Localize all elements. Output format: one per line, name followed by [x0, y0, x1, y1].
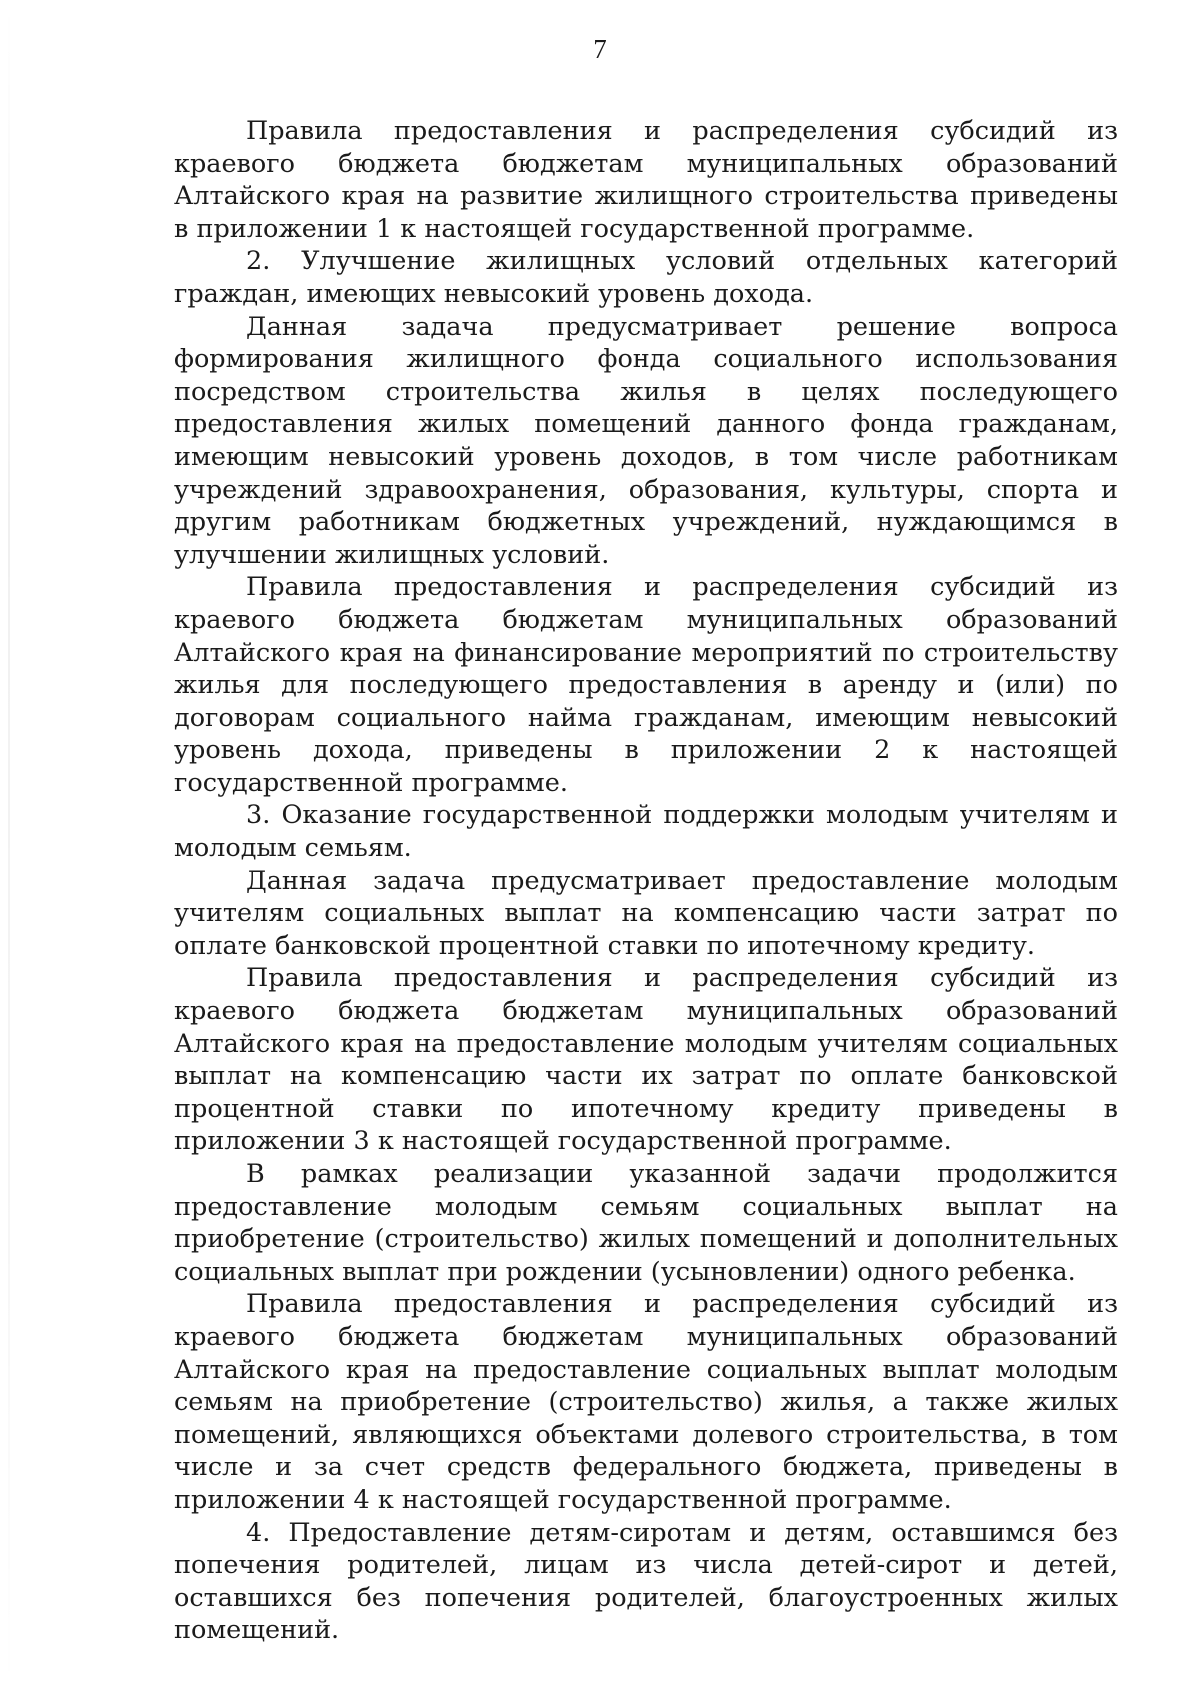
paragraph-young-families-payments: В рамках реализации указанной задачи продолжится предоставление молодым семьям социальных выплат на приобретение (строительство) жилых помещений и дополнительных социальных выплат при рождении (усыновлении) одного ребенка. [174, 1159, 1118, 1287]
paragraph-task-2-description: Данная задача предусматривает решение вопроса формирования жилищного фонда социального использования посредством строительства жилья в целях последующего предоставления жилых помещений данного фонда гражданам, имеющим невысокий уровень доходов, в том числе работникам учреждений здравоохранения, образования, культуры, спорта и другим работникам бюджетных учреждений, нуждающимся в улучшении жилищных условий. [174, 311, 1118, 570]
paragraph-social-housing-subsidy-rules: Правила предоставления и распределения субсидий из краевого бюджета бюджетам муниципальных образований Алтайского края на финансирование мероприятий по строительству жилья для последующего предоставления в аренду и (или) по договорам социального найма гражданам, имеющим невысокий уровень дохода, приведены в приложении 2 к настоящей государственной программе. [174, 572, 1118, 798]
paragraph-housing-construction-subsidy-rules: Правила предоставления и распределения субсидий из краевого бюджета бюджетам муниципальных образований Алтайского края на развитие жилищного строительства приведены в приложении 1 к настоящей государственной программе. [174, 116, 1118, 244]
paragraph-task-3-heading: 3. Оказание государственной поддержки молодым учителям и молодым семьям. [174, 800, 1118, 864]
page-number: 7 [593, 34, 607, 64]
paragraph-task-3-description: Данная задача предусматривает предоставление молодым учителям социальных выплат на компенсацию части затрат по оплате банковской процентной ставки по ипотечному кредиту. [174, 865, 1118, 961]
paragraph-task-4-heading: 4. Предоставление детям-сиротам и детям, оставшимся без попечения родителей, лицам из числа детей-сирот и детей, оставшихся без попечения родителей, благоустроенных жилых помещений. [174, 1517, 1118, 1646]
paragraph-young-teachers-subsidy-rules: Правила предоставления и распределения субсидий из краевого бюджета бюджетам муниципальных образований Алтайского края на предоставление молодым учителям социальных выплат на компенсацию части их затрат по оплате банковской процентной ставки по ипотечному кредиту приведены в приложении 3 к настоящей государственной программе. [174, 963, 1118, 1157]
scan-edge-shadow [8, 0, 10, 1697]
paragraph-young-families-subsidy-rules: Правила предоставления и распределения субсидий из краевого бюджета бюджетам муниципальных образований Алтайского края на предоставление социальных выплат молодым семьям на приобретение (строительство) жилья, а также жилых помещений, являющихся объектами долевого строительства, в том числе и за счет средств федерального бюджета, приведены в приложении 4 к настоящей государственной программе. [174, 1289, 1118, 1515]
document-body [174, 115, 1118, 1647]
paragraph-task-2-heading: 2. Улучшение жилищных условий отдельных категорий граждан, имеющих невысокий уровень дохода. [174, 246, 1118, 309]
